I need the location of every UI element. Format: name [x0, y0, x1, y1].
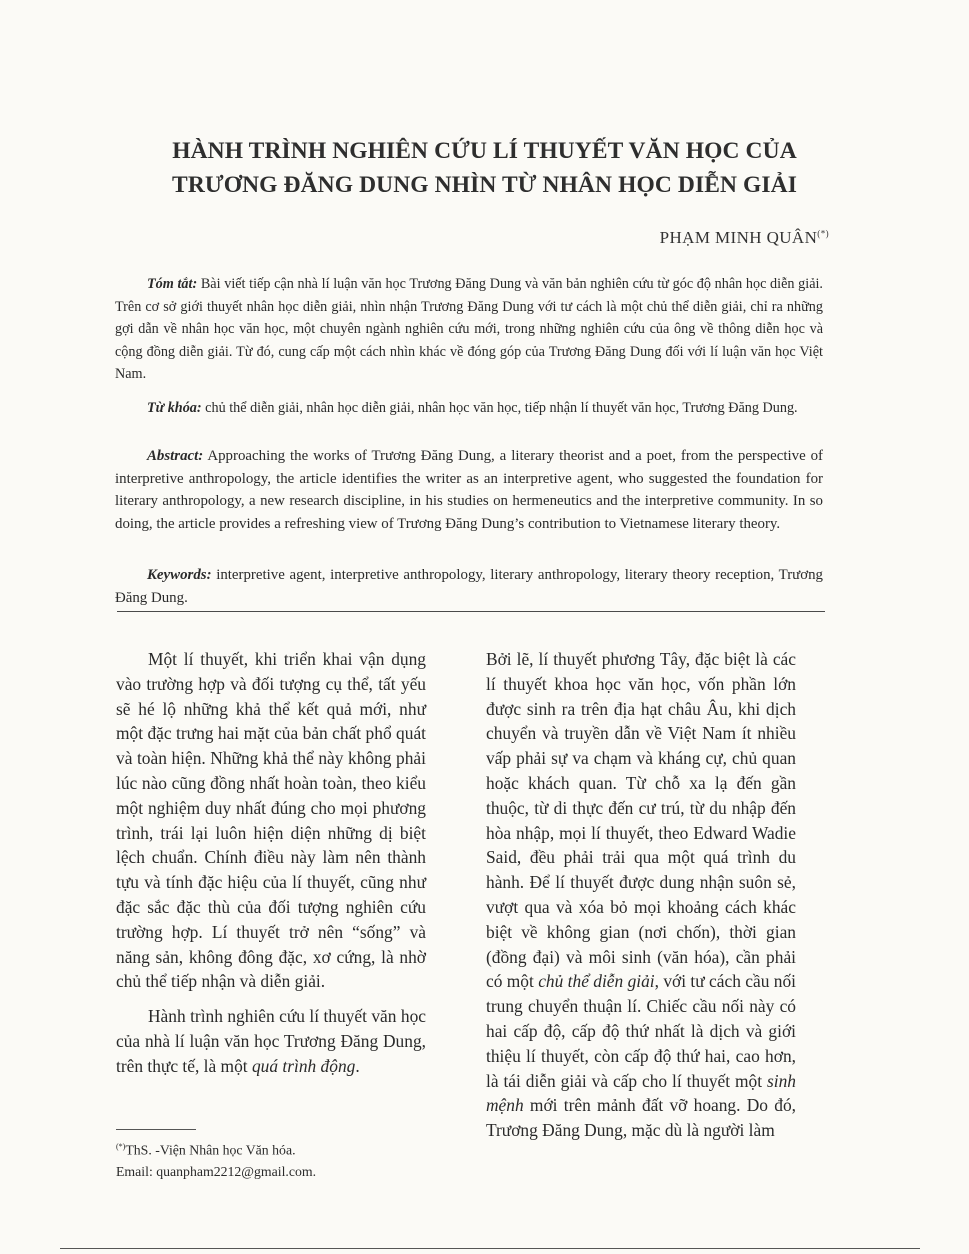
- footnote-divider: [116, 1129, 196, 1130]
- footnote-affiliation: [116, 1136, 476, 1161]
- title-line-2: TRƯƠNG ĐĂNG DUNG NHÌN TỪ NHÂN HỌC DIỄN GIẢI: [172, 172, 797, 198]
- body-paragraph-3-text-1: Bởi lẽ, lí thuyết phương Tây, đặc biệt là các lí thuyết khoa học văn học, vốn phần lớn được sinh ra trên địa hạt châu Âu, khi dịch chuyển và truyền dẫn về Việt Nam ít nhiều vấp phải sự va chạm và kháng cự, chủ quan hoặc khách quan. Từ chỗ xa lạ đến gần thuộc, từ di thực đến cư trú, từ du nhập đến hòa nhập, mọi lí thuyết, theo Edward Wadie Said, đều phải trải qua một quá trình du hành. Để lí thuyết được dung nhận suôn sẻ, vượt qua và xóa bỏ mọi khoảng cách khác biệt về không gian (nơi chốn), thời gian (đồng đại) và môi sinh (văn hóa), cần phải có một: [486, 649, 796, 992]
- body-left-column: [116, 647, 426, 1079]
- body-paragraph-3-italic-2: sinh mệnh: [486, 1070, 796, 1116]
- keywords-vi-label: Từ khóa:: [147, 400, 202, 416]
- body-paragraph-3-text-2: , với tư cách cầu nối trung chuyển thuận lí. Chiếc cầu nối này có hai cấp độ, cấp độ thứ nhất là dịch và giới thiệu lí thuyết, còn cấp độ thứ hai, cao hơn, là tái diễn giải và cấp cho lí thuyết một: [486, 971, 796, 1091]
- article-title: [60, 134, 909, 202]
- body-right-column: [486, 647, 796, 1143]
- footnote-mark: (*): [116, 1142, 126, 1151]
- abstract-vi-text: Bài viết tiếp cận nhà lí luận văn học Trương Đăng Dung và văn bản nghiên cứu từ góc độ nhân học diễn giải. Trên cơ sở giới thuyết nhân học diễn giải, nhìn nhận Trương Đăng Dung với tư cách là một chủ thể diễn giải, chỉ ra những gợi dẫn về nhân học văn học, một chuyên ngành nghiên cứu mới, trong những nghiên cứu của ông về thông diễn học và cộng đồng diễn giải. Từ đó, cung cấp một cách nhìn khác về đóng góp của Trương Đăng Dung đối với lí luận văn học Việt Nam.: [115, 276, 823, 383]
- body-paragraph-2-end: .: [355, 1055, 360, 1076]
- body-paragraph-2-italic: quá trình động: [251, 1055, 356, 1076]
- abstract-vietnamese: [115, 273, 823, 386]
- body-paragraph-2-text: Hành trình nghiên cứu lí thuyết văn học của nhà lí luận văn học Trương Đăng Dung, trên thực tế, là một: [116, 1006, 426, 1076]
- author-name-text: PHẠM MINH QUÂN: [659, 228, 818, 247]
- keywords-vi-text: chủ thể diễn giải, nhân học diễn giải, nhân học văn học, tiếp nhận lí thuyết văn học, Trương Đăng Dung.: [201, 400, 798, 416]
- keywords-english: [115, 564, 823, 609]
- body-paragraph-1: Một lí thuyết, khi triển khai vận dụng vào trường hợp và đối tượng cụ thể, tất yếu sẽ hé lộ những khả thể kết quả mới, như một đặc trưng hai mặt của bản chất phổ quát và toàn hiện. Những khả thể này không phải lúc nào cũng đồng nhất hoàn toàn, theo kiểu một nghiệm duy nhất đúng cho mọi phương trình, trái lại luôn hiện diện những dị biệt lệch chuẩn. Chính điều này làm nên thành tựu và tính đặc hiệu của lí thuyết, cũng như đặc sắc đặc thù của đối tượng nghiên cứu trường hợp. Lí thuyết trở nên “sống” và năng sản, không đông đặc, xơ cứng, là nhờ chủ thể tiếp nhận và diễn giải.: [116, 649, 426, 992]
- abstract-english: [115, 445, 823, 535]
- title-line-1: HÀNH TRÌNH NGHIÊN CỨU LÍ THUYẾT VĂN HỌC CỦA: [172, 138, 797, 164]
- body-paragraph-3-italic-1: chủ thể diễn giải: [538, 971, 655, 992]
- footnote-affiliation-text: ThS. -Viện Nhân học Văn hóa.: [125, 1142, 296, 1158]
- body-paragraph-3: [486, 647, 796, 1143]
- footnote: [116, 1136, 476, 1182]
- abstract-vi-label: Tóm tắt:: [147, 276, 198, 292]
- body-paragraph-3-text-3: mới trên mảnh đất vỡ hoang. Do đó, Trương Đăng Dung, mặc dù là người làm: [486, 1095, 796, 1141]
- abstract-en-label: Abstract:: [147, 448, 204, 464]
- abstract-divider: [117, 611, 825, 612]
- keywords-en-text: interpretive agent, interpretive anthropology, literary anthropology, literary theory reception, Trương Đăng Dung.: [115, 567, 823, 606]
- body-paragraph-2: [116, 1004, 426, 1078]
- keywords-en-label: Keywords:: [147, 567, 212, 583]
- author-footnote-mark: (*): [817, 228, 829, 239]
- page-bottom-rule: [60, 1248, 920, 1249]
- footnote-email: Email: quanpham2212@gmail.com.: [116, 1163, 317, 1179]
- author-name: [660, 228, 829, 248]
- abstract-en-text: Approaching the works of Trương Đăng Dung, a literary theorist and a poet, from the perspective of interpretive anthropology, the article identifies the writer as an interpretive agent, who suggested the foundation for literary anthropology, a new research discipline, in his studies on hermeneutics and the interpretive community. In so doing, the article provides a refreshing view of Trương Đăng Dung’s contribution to Vietnamese literary theory.: [115, 448, 823, 532]
- keywords-vietnamese: [115, 397, 823, 420]
